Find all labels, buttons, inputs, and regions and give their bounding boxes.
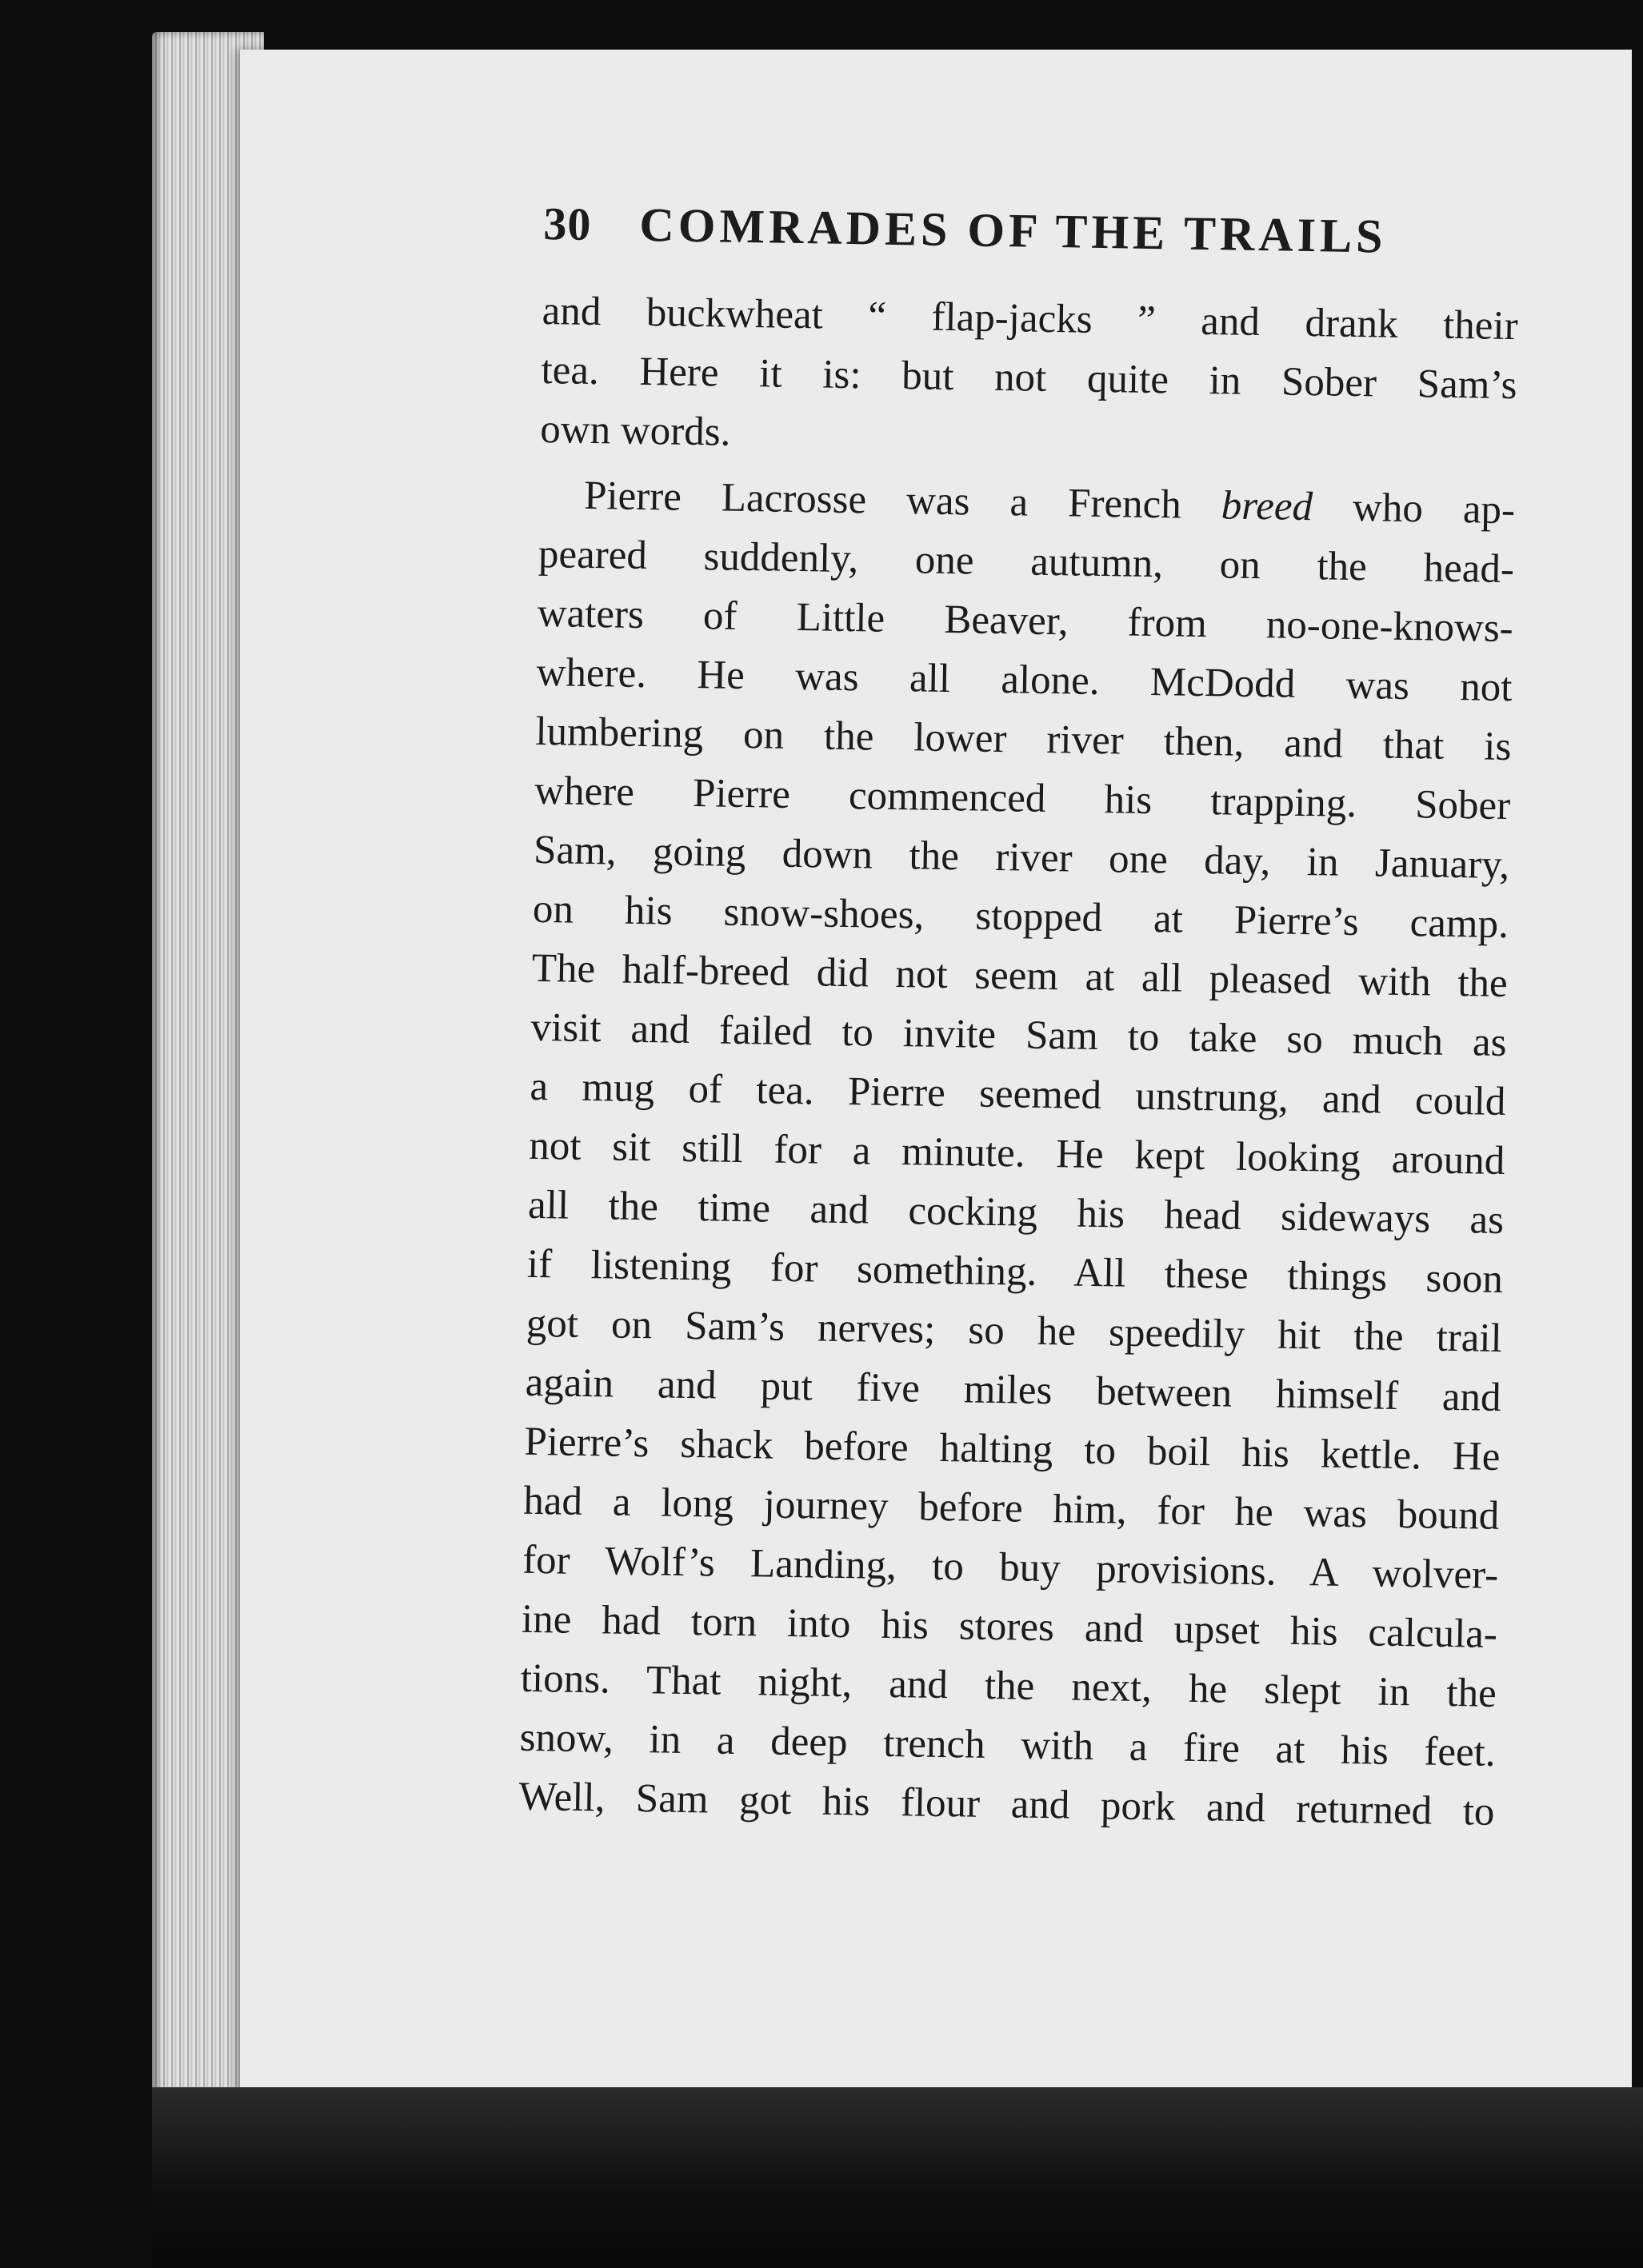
text-line: again and put five miles between himself and [525,1360,1501,1420]
text-line: tions. That night, and the next, he slept in the [520,1655,1497,1716]
text-line: own words. [539,406,731,455]
text-line: and buckwheat “ flap-jacks ” and drank their [542,288,1519,349]
body-text [518,282,1518,1842]
text-line: Well, Sam got his flour and pork and returned to [518,1774,1495,1835]
text-line: had a long journey before him, for he was bound [522,1478,1500,1539]
text-line: ine had torn into his stores and upset his calcula- [521,1596,1498,1657]
text-line: where Pierre commenced his trapping. Sober [534,768,1511,829]
text-line: Pierre’s shack before halting to boil his kettle. He [524,1419,1501,1479]
text-line: snow, in a deep trench with a fire at his feet. [519,1715,1497,1775]
text-line: tea. Here it is: but not quite in Sober Sam’s [541,347,1517,409]
text-line: all the time and cocking his head sideways as [527,1182,1505,1244]
text-line: a mug of tea. Pierre seemed unstrung, and could [530,1064,1506,1125]
text-line: waters of Little Beaver, from no-one-knows- [537,590,1514,652]
text-line: got on Sam’s nerves; so he speedily hit the trail [526,1300,1503,1361]
page-bottom-shadow [152,2087,1643,2268]
text-line: The half-breed did not seem at all pleased with the [531,945,1509,1007]
text-line: not sit still for a minute. He kept looking around [528,1123,1505,1184]
book-title-header: COMRADES OF THE TRAILS [638,198,1387,263]
text-line: for Wolf’s Landing, to buy provisions. A wolver- [522,1537,1499,1598]
page-text-block [518,196,1520,1842]
text-line: Sam, going down the river one day, in January, [533,827,1510,888]
text-line: on his snow-shoes, stopped at Pierre’s camp. [532,886,1509,948]
text-line: Pierre Lacrosse was a French breed who ap- [583,473,1516,533]
text-line: if listening for something. All these things soon [526,1241,1504,1302]
page-number: 30 [542,197,592,250]
text-line: peared suddenly, one autumn, on the head- [538,531,1515,593]
text-line: visit and failed to invite Sam to take so much as [530,1004,1507,1066]
text-line: lumbering on the lower river then, and that is [535,709,1512,770]
text-line: where. He was all alone. McDodd was not [536,649,1513,711]
